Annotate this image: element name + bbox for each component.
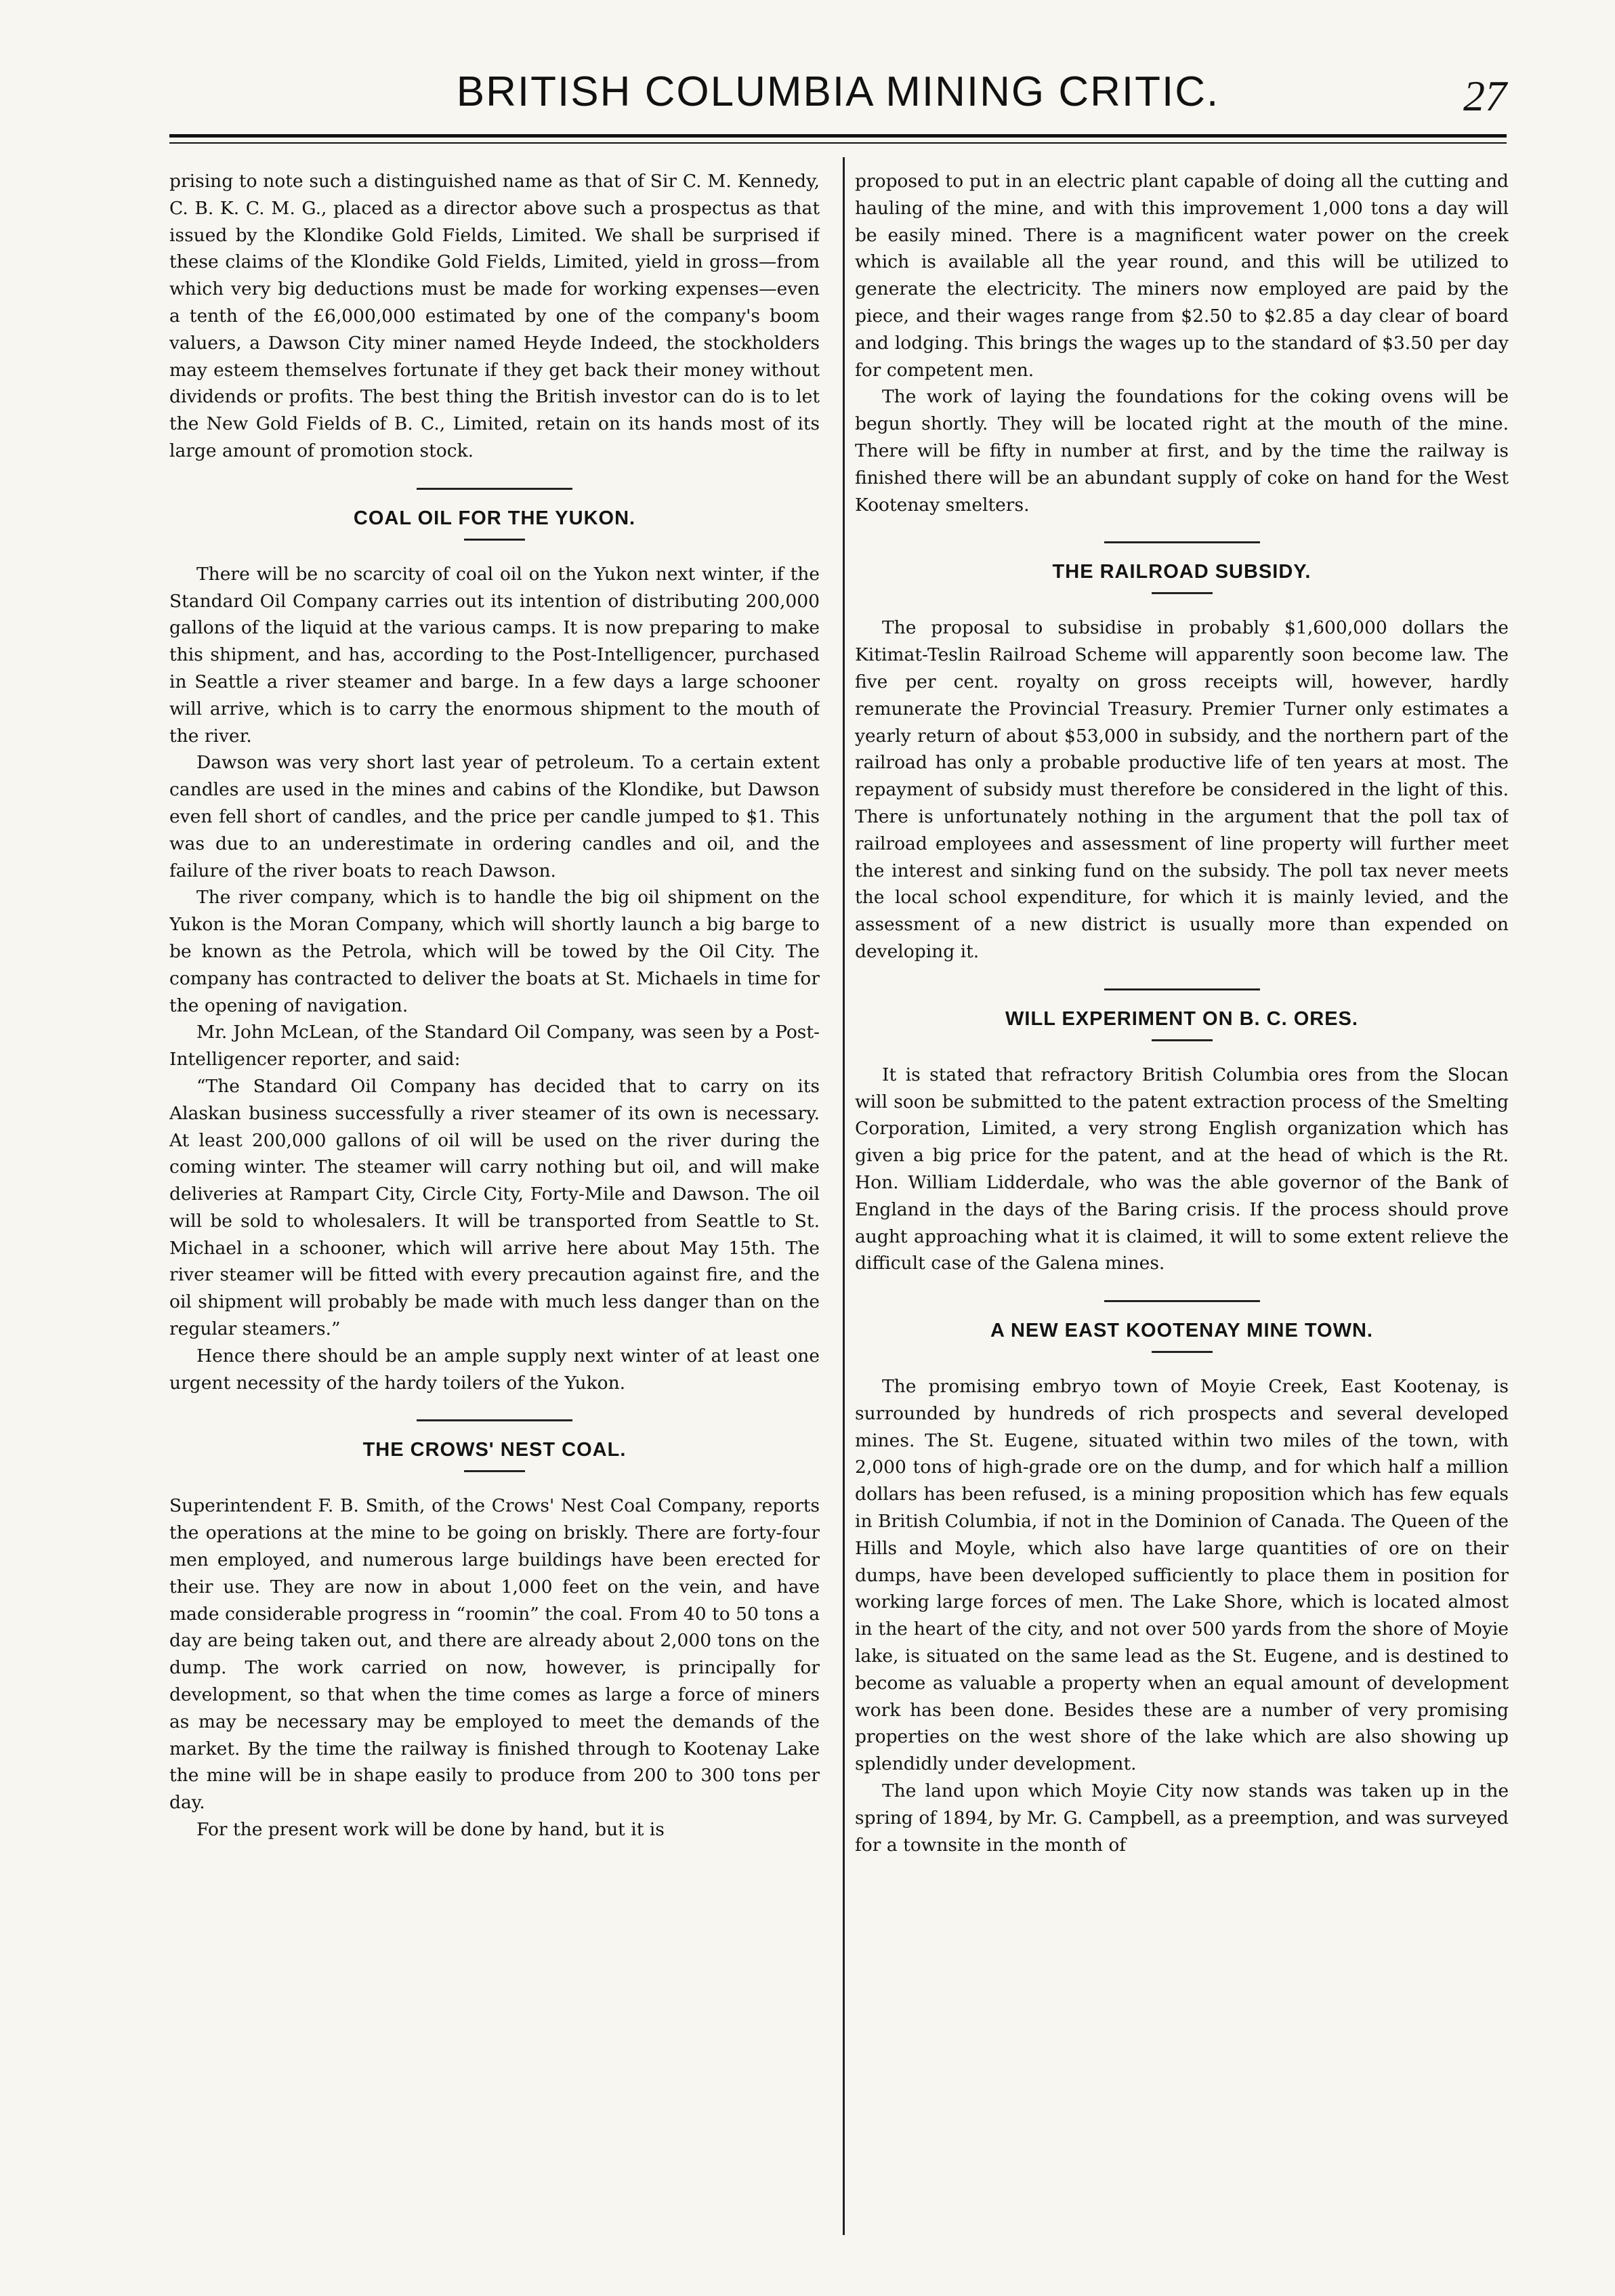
article-heading: COAL OIL FOR THE YUKON. bbox=[353, 507, 636, 529]
paragraph: Mr. John McLean, of the Standard Oil Company, was seen by a Post-Intelligencer reporter, and said: bbox=[169, 1022, 820, 1070]
page-number: 27 bbox=[1463, 72, 1507, 120]
paragraph: proposed to put in an electric plant capable of doing all the cutting and hauling of the mine, and with this improvement 1,000 tons a day will be easily mined. There is a magnificent water power on the creek which is available all the year round, and this will be utilized to generate the electricity. The miners now employed are paid by the piece, and their wages range from $2.50 to $2.85 a day clear of board and lodging. This brings the wages up to the standard of $3.50 per day for competent men. bbox=[855, 171, 1509, 381]
page-header bbox=[163, 65, 1513, 126]
article-heading: THE RAILROAD SUBSIDY. bbox=[1052, 561, 1312, 583]
article-heading: A NEW EAST KOOTENAY MINE TOWN. bbox=[990, 1320, 1373, 1342]
right-column bbox=[855, 168, 1509, 2235]
paragraph: There will be no scarcity of coal oil on the Yukon next winter, if the Standard Oil Company carries out its intention of distributing 200,000 gallons of the liquid at the various camps. It is now preparing to make this shipment, and has, according to the Post-Intelligencer, purchased in Seattle a river steamer and barge. In a few days a large schooner will arrive, which is to carry the enormous shipment to the mouth of the river. bbox=[169, 563, 820, 747]
paragraph: The proposal to subsidise in probably $1,600,000 dollars the Kitimat-Teslin Railroad Scheme will apparently soon become law. The five per cent. royalty on gross receipts will, however, hardly remunerate the Provincial Treasury. Premier Turner only estimates a yearly return of about $53,000 in subsidy, and the northern part of the railroad has only a probable productive life of ten years at most. The repayment of subsidy must therefore be considered in the light of this. There is unfortunately nothing in the argument that the poll tax of railroad employees and assessment of line property will further meet the interest and sinking fund on the subsidy. The poll tax never meets the local school expenditure, for which it is mainly levied, and the assessment of a new district is usually more than expended on developing it. bbox=[855, 617, 1509, 962]
paragraph: The work of laying the foundations for the coking ovens will be begun shortly. They will be located right at the mouth of the mine. There will be fifty in number at first, and by the time the railway is finished there will be an abundant supply of coke on hand for the West Kootenay smelters. bbox=[855, 386, 1509, 516]
section-separator bbox=[1104, 988, 1260, 990]
section-separator bbox=[417, 488, 572, 490]
article-heading: THE CROWS' NEST COAL. bbox=[362, 1439, 627, 1461]
left-column bbox=[169, 168, 820, 2235]
section-separator bbox=[1104, 541, 1260, 543]
heading-rule bbox=[1152, 592, 1213, 594]
article-experiment bbox=[855, 1005, 1509, 1277]
paragraph: For the present work will be done by hand, but it is bbox=[196, 1819, 665, 1841]
article-heading: WILL EXPERIMENT ON B. C. ORES. bbox=[1005, 1007, 1358, 1030]
paragraph: It is stated that refractory British Columbia ores from the Slocan will soon be submitted to the patent extraction process of the Smelting Corporation, Limited, a very strong English organization which has given a big price for the patent, and at the head of which is the Rt. Hon. William Lidderdale, who was the able governor of the Bank of England in the days of the Baring crisis. If the process should prove aught approaching what it is claimed, it will to some extent relieve the difficult case of the Galena mines. bbox=[855, 1064, 1509, 1274]
heading-rule bbox=[1152, 1039, 1213, 1041]
paragraph: The promising embryo town of Moyie Creek, East Kootenay, is surrounded by hundreds of rich prospects and several developed mines. The St. Eugene, situated within two miles of the town, with 2,000 tons of high-grade ore on the dump, and for which half a million dollars has been refused, is a mining proposition which has few equals in British Columbia, if not in the Dominion of Canada. The Queen of the Hills and Moyle, which also have large quantities of ore on their dumps, have been developed sufficiently to place them in position for working large forces of men. The Lake Shore, which is located almost in the heart of the city, and not over 500 yards from the shore of Moyie lake, is situated on the same lead as the St. Eugene, and is destined to become as valuable a property when an equal amount of development work has been done. Besides these are a number of very promising properties on the west shore of the lake which are also showing up splendidly under development. bbox=[855, 1376, 1509, 1775]
paragraph: The land upon which Moyie City now stands was taken up in the spring of 1894, by Mr. G. Campbell, as a preemption, and was surveyed for a townsite in the month of bbox=[855, 1780, 1509, 1856]
article-east-kootenay bbox=[855, 1317, 1509, 1858]
header-rule-thick bbox=[169, 134, 1507, 138]
running-head: BRITISH COLUMBIA MINING CRITIC. bbox=[456, 68, 1220, 115]
paragraph: Hence there should be an ample supply next winter of at least one urgent necessity of the hardy toilers of the Yukon. bbox=[169, 1345, 820, 1394]
paragraph: The river company, which is to handle the big oil shipment on the Yukon is the Moran Company, which will shortly launch a big barge to be known as the Petrola, which will be towed by the Oil City. The company has contracted to deliver the boats at St. Michaels in time for the opening of navigation. bbox=[169, 887, 820, 1016]
continued-paragraph: prising to note such a distinguished name as that of Sir C. M. Kennedy, C. B. K. C. M. G., placed as a director above such a prospectus as that issued by the Klondike Gold Fields, Limited. We shall be surprised if these claims of the Klondike Gold Fields, Limited, yield in gross—from which very big deductions must be made for working expenses—even a tenth of the £6,000,000 estimated by one of the company's boom valuers, a Dawson City miner named Heyde Indeed, the stockholders may esteem themselves fortunate if they get back their money without dividends or profits. The best thing the British investor can do is to let the New Gold Fields of B. C., Limited, retain on its hands most of its large amount of promotion stock. bbox=[169, 171, 820, 461]
paragraph: Dawson was very short last year of petroleum. To a certain extent candles are used in the mines and cabins of the Klondike, but Dawson even fell short of candles, and the price per candle jumped to $1. This was due to an underestimate in ordering candles and oil, and the failure of the river boats to reach Dawson. bbox=[169, 752, 820, 881]
section-separator bbox=[1104, 1300, 1260, 1302]
article-coal-oil bbox=[169, 505, 820, 1397]
heading-rule bbox=[1152, 1351, 1213, 1353]
heading-rule bbox=[464, 539, 525, 541]
heading-rule bbox=[464, 1470, 525, 1472]
quotation: “The Standard Oil Company has decided that to carry on its Alaskan business successfully a river steamer of its own is necessary. At least 200,000 gallons of oil will be used on the river during the coming winter. The steamer will carry nothing but oil, and will make deliveries at Rampart City, Circle City, Forty-Mile and Dawson. The oil will be sold to wholesalers. It will be transported from Seattle to St. Michael in a schooner, which will arrive here about May 15th. The river steamer will be fitted with every precaution against fire, and the oil shipment will probably be made with much less danger than on the regular steamers.” bbox=[169, 1075, 820, 1340]
section-separator bbox=[417, 1419, 572, 1421]
article-crows-nest bbox=[169, 1436, 820, 1843]
article-railroad-subsidy bbox=[855, 558, 1509, 965]
column-divider bbox=[843, 157, 845, 2235]
paragraph: Superintendent F. B. Smith, of the Crows' Nest Coal Company, reports the operations at the mine to be going on briskly. There are forty-four men employed, and numerous large buildings have been erected for their use. They are now in about 1,000 feet on the vein, and have made considerable progress in “roomin” the coal. From 40 to 50 tons a day are being taken out, and there are already about 2,000 tons on the dump. The work carried on now, however, is principally for development, so that when the time comes as large a force of miners as may be necessary may be employed to meet the demands of the market. By the time the railway is finished through to Kootenay Lake the mine will be in shape easily to produce from 200 to 300 tons per day. bbox=[169, 1495, 820, 1814]
header-rule-thin bbox=[169, 142, 1507, 144]
